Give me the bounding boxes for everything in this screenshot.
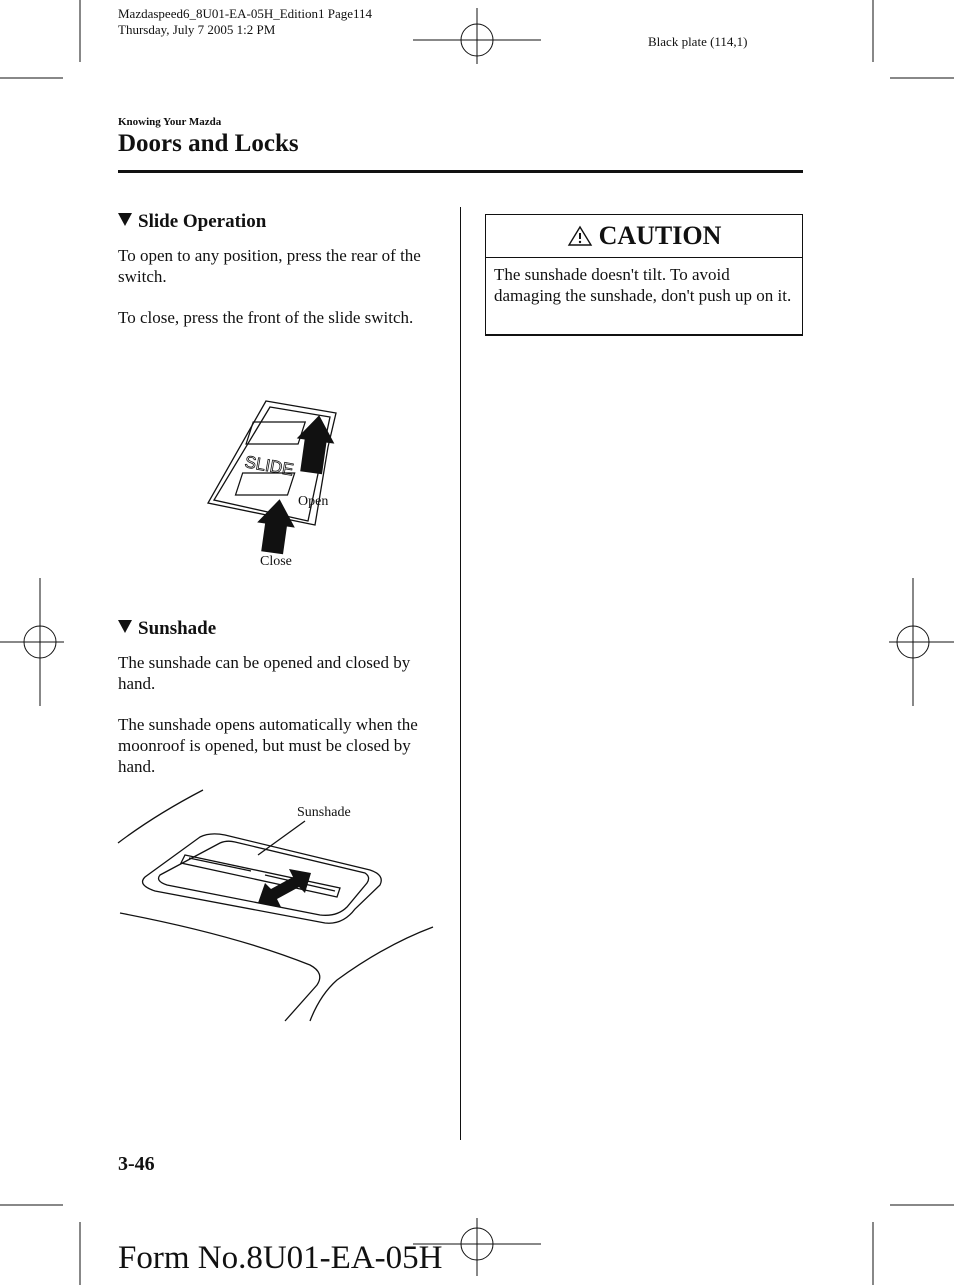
page-number: 3-46 [118, 1153, 155, 1175]
print-info [118, 6, 372, 38]
sunshade-label: Sunshade [297, 805, 351, 820]
plate-label: Black plate (114,1) [648, 34, 748, 49]
caution-header [486, 215, 802, 258]
column-divider [460, 207, 461, 1140]
print-info-line1: Mazdaspeed6_8U01-EA-05H_Edition1 Page114 [118, 6, 373, 21]
registration-mark-right [889, 578, 954, 706]
close-arrow-icon [253, 497, 298, 556]
switch-slide-text: SLIDE [243, 452, 295, 480]
print-info-line2: Thursday, July 7 2005 1:2 PM [118, 22, 276, 37]
sunshade-para1: The sunshade can be opened and closed by hand. [118, 653, 411, 693]
close-label: Close [260, 554, 292, 569]
sunshade-figure [115, 785, 445, 1025]
sunshade-para2: The sunshade opens automatically when the moonroof is opened, but must be closed by hand. [118, 715, 418, 776]
slide-operation-para1: To open to any position, press the rear of the switch. [118, 246, 421, 286]
roof-opening-outline [143, 834, 382, 923]
slide-operation-heading-text: Slide Operation [138, 211, 267, 232]
triangle-bullet-icon [118, 213, 132, 226]
caution-title: CAUTION [598, 221, 722, 250]
caution-text: The sunshade doesn't tilt. To avoid damaging the sunshade, don't push up on it. [494, 265, 792, 305]
slide-switch-figure [200, 395, 400, 585]
title-rule [118, 170, 803, 173]
sunshade-heading [118, 618, 216, 640]
section-label: Knowing Your Mazda [118, 116, 222, 128]
form-number: Form No.8U01-EA-05H [118, 1240, 443, 1276]
page-title: Doors and Locks [118, 130, 299, 157]
triangle-bullet-icon [118, 620, 132, 633]
sunshade-heading-text: Sunshade [138, 618, 217, 639]
caution-box [485, 214, 803, 336]
slide-operation-heading [118, 211, 266, 233]
open-label: Open [298, 494, 329, 509]
registration-mark-left [0, 578, 64, 706]
registration-mark-top [413, 8, 541, 64]
warning-triangle-icon [567, 225, 593, 247]
slide-operation-para2: To close, press the front of the slide switch. [118, 308, 414, 327]
